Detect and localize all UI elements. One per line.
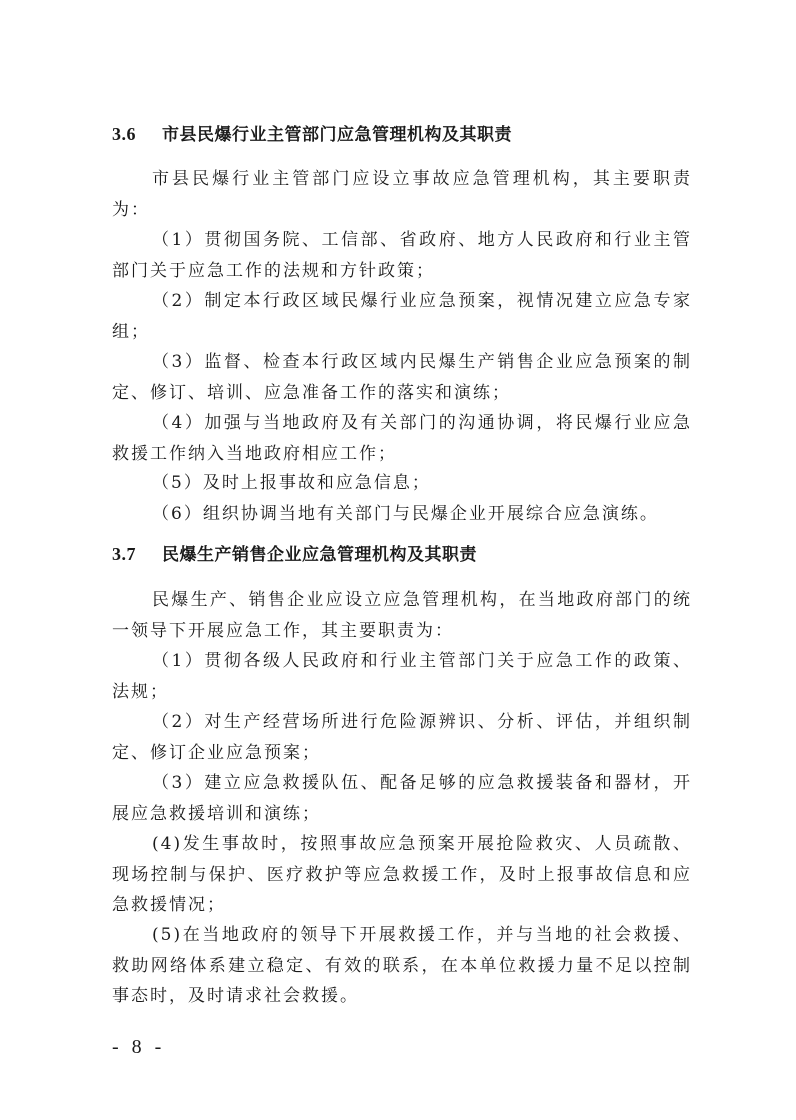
section-title: 民爆生产销售企业应急管理机构及其职责 — [162, 545, 477, 565]
section-number: 3.7 — [112, 544, 136, 564]
paragraph: （3）监督、检查本行政区域内民爆生产销售企业应急预案的制定、修订、培训、应急准备工作的落实和演练； — [112, 352, 692, 403]
section-number: 3.6 — [112, 124, 136, 144]
paragraph: （6）组织协调当地有关部门与民爆企业开展综合应急演练。 — [152, 504, 659, 524]
paragraph: （3）建立应急救援队伍、配备足够的应急救援装备和器材，开展应急救援培训和演练； — [112, 773, 692, 824]
paragraph: （4）加强与当地政府及有关部门的沟通协调，将民爆行业应急救援工作纳入当地政府相应工作； — [112, 413, 692, 464]
paragraph: (5)在当地政府的领导下开展救援工作，并与当地的社会救援、救助网络体系建立稳定、有效的联系，在本单位救援力量不足以控制事态时，及时请求社会救援。 — [112, 925, 692, 1006]
paragraph: （2）对生产经营场所进行危险源辨识、分析、评估，并组织制定、修订企业应急预案； — [112, 712, 692, 763]
page-number: - 8 - — [112, 1036, 166, 1058]
paragraph: （5）及时上报事故和应急信息； — [152, 473, 431, 493]
section-title: 市县民爆行业主管部门应急管理机构及其职责 — [162, 125, 512, 145]
section-heading — [112, 540, 477, 565]
paragraph: (4)发生事故时，按照事故应急预案开展抢险救灾、人员疏散、现场控制与保护、医疗救护等应急救援工作，及时上报事故信息和应急救援情况； — [112, 834, 692, 915]
section-heading — [112, 120, 512, 145]
paragraph: （1）贯彻各级人民政府和行业主管部门关于应急工作的政策、法规； — [112, 651, 692, 702]
paragraph: （1）贯彻国务院、工信部、省政府、地方人民政府和行业主管部门关于应急工作的法规和方针政策； — [112, 230, 692, 281]
paragraph: 民爆生产、销售企业应设立应急管理机构，在当地政府部门的统一领导下开展应急工作，其主要职责为： — [112, 590, 692, 641]
paragraph: 市县民爆行业主管部门应设立事故应急管理机构，其主要职责为： — [112, 169, 692, 220]
paragraph: （2）制定本行政区域民爆行业应急预案，视情况建立应急专家组； — [112, 291, 692, 342]
